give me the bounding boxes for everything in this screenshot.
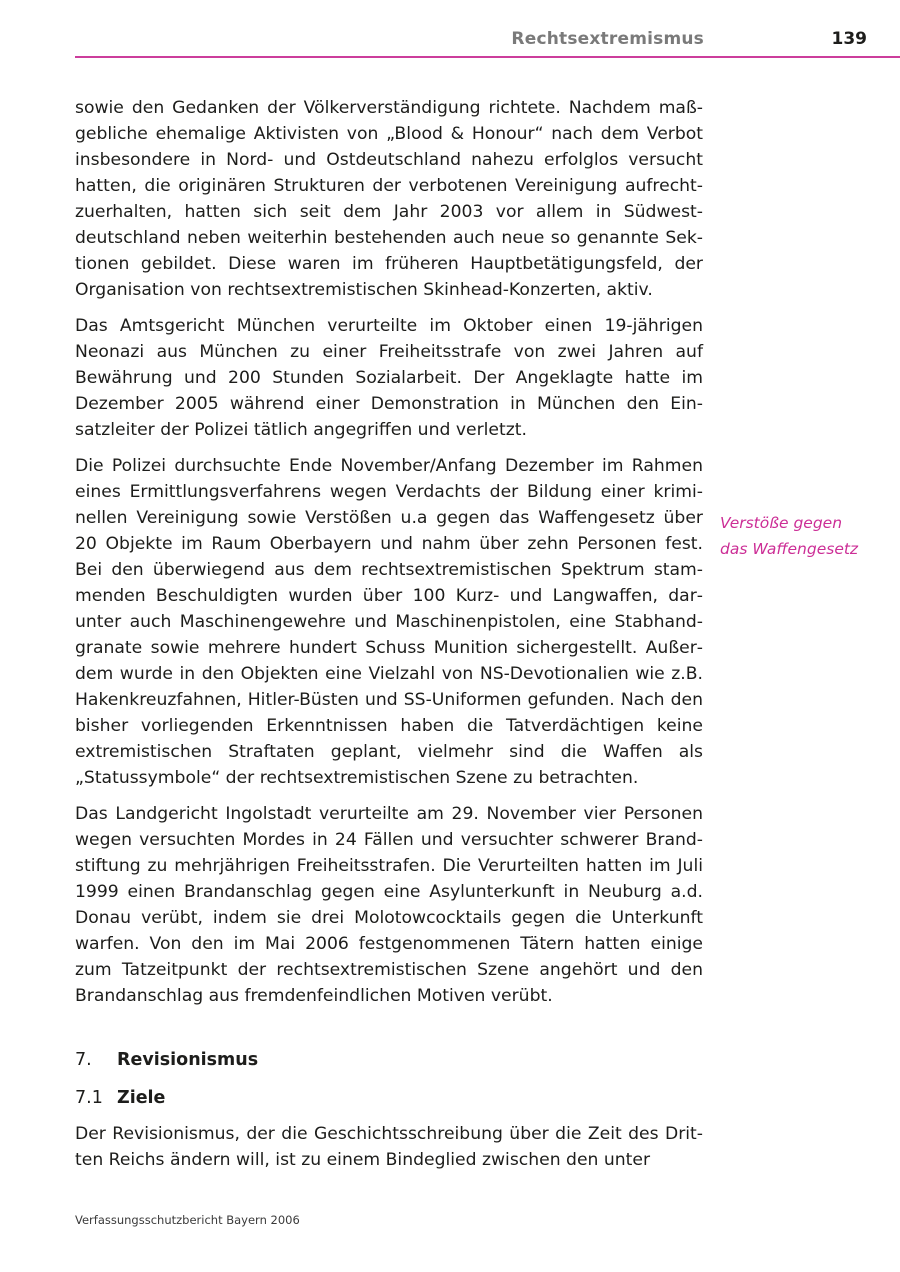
chapter-heading [75, 1047, 703, 1073]
paragraph-5: Der Revisionismus, der die Geschichtsschreibung über die Zeit des Dritten Reichs ändern will, ist zu einem Bindeglied zwischen den unter [75, 1124, 703, 1170]
section-heading [75, 1085, 703, 1111]
section-number: 7.1 [75, 1088, 103, 1108]
paragraph-1: sowie den Gedanken der Völkerverständigung richtete. Nachdem maßgebliche ehemalige Aktivisten von „Blood & Honour“ nach dem Verbot insbesondere in Nord- und Ostdeutschland nahezu erfolglos versucht hatten, die originären Strukturen der verbotenen Vereinigung aufrechtzuerhalten, hatten sich seit dem Jahr 2003 vor allem in Südwestdeutschland neben weiterhin bestehenden auch neue so genannte Sektionen gebildet. Diese waren im früheren Hauptbetätigungsfeld, der Organisation von rechtsextremistischen Skinhead-Konzerten, aktiv. [75, 98, 703, 300]
paragraph-4: Das Landgericht Ingolstadt verurteilte am 29. November vier Personen wegen versuchten Mordes in 24 Fällen und versuchter schwerer Brandstiftung zu mehrjährigen Freiheitsstrafen. Die Verurteilten hatten im Juli 1999 einen Brandanschlag gegen eine Asylunterkunft in Neuburg a.d. Donau verübt, indem sie drei Molotowcocktails gegen die Unterkunft warfen. Von den im Mai 2006 festgenommenen Tätern hatten einige zum Tatzeitpunkt der rechtsextremistischen Szene angehört und den Brandanschlag aus fremdenfeindlichen Motiven verübt. [75, 804, 703, 1006]
running-title: Rechtsextremismus [511, 29, 704, 49]
margin-note-line-2: das Waffengesetz [720, 540, 859, 558]
page-footer: Verfassungsschutzbericht Bayern 2006 [75, 1213, 300, 1227]
page-number: 139 [831, 29, 867, 49]
chapter-number: 7. [75, 1050, 92, 1070]
chapter-title: Revisionismus [117, 1050, 259, 1070]
margin-note [720, 510, 890, 562]
header-rule [75, 56, 900, 58]
section-title: Ziele [117, 1088, 166, 1108]
paragraph-2: Das Amtsgericht München verurteilte im Oktober einen 19-jährigen Neonazi aus München zu einer Freiheitsstrafe von zwei Jahren auf Bewährung und 200 Stunden Sozialarbeit. Der Angeklagte hatte im Dezember 2005 während einer Demonstration in München den Einsatzleiter der Polizei tätlich angegriffen und verletzt. [75, 316, 703, 440]
page-header [0, 0, 900, 60]
paragraph-3: Die Polizei durchsuchte Ende November/Anfang Dezember im Rahmen eines Ermittlungsverfahrens wegen Verdachts der Bildung einer kriminellen Vereinigung sowie Verstößen u.a gegen das Waffengesetz über 20 Objekte im Raum Oberbayern und nahm über zehn Personen fest. Bei den überwiegend aus dem rechtsextremistischen Spektrum stammenden Beschuldigten wurden über 100 Kurz- und Langwaffen, darunter auch Maschinengewehre und Maschinenpistolen, eine Stabhandgranate sowie mehrere hundert Schuss Munition sichergestellt. Außerdem wurde in den Objekten eine Vielzahl von NS-Devotionalien wie z.B. Hakenkreuzfahnen, Hitler-Büsten und SS-Uniformen gefunden. Nach den bisher vorliegenden Erkenntnissen haben die Tatverdächtigen keine extremistischen Straftaten geplant, vielmehr sind die Waffen als „Statussymbole“ der rechtsextremistischen Szene zu betrachten. [75, 456, 703, 788]
margin-note-line-1: Verstöße gegen [720, 514, 843, 532]
main-text-column [75, 95, 703, 1183]
